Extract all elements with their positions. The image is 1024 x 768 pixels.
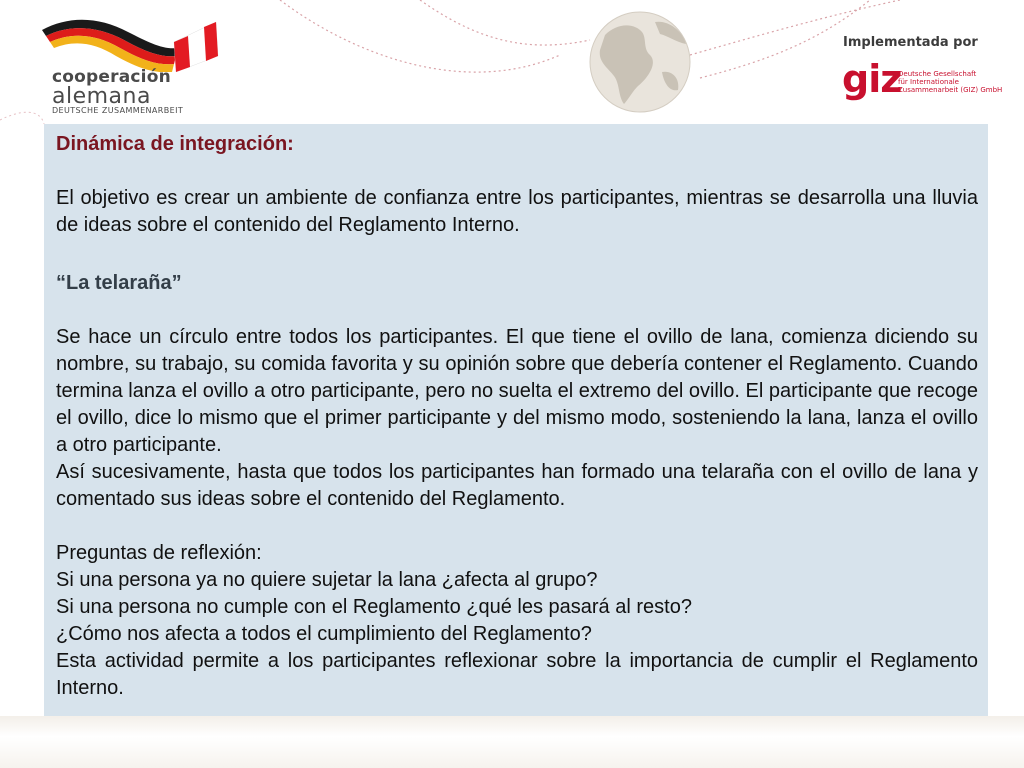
question-item: Si una persona no cumple con el Reglamento ¿qué les pasará al resto? bbox=[56, 596, 692, 618]
footer-band bbox=[0, 716, 1024, 768]
activity-description: Se hace un círculo entre todos los participantes. El que tiene el ovillo de lana, comienza diciendo su nombre, su trabajo, su comida favorita y su opinión sobre que debería contener el Reglamento. Cuando termina lanza el ovillo a otro participante, pero no suelta el extremo del ovillo. El participante que recoge el ovillo, dice lo mismo que el primer participante y del mismo modo, sosteniendo la lana, lanza el ovillo a otro participante. bbox=[56, 326, 978, 456]
content-body bbox=[56, 128, 978, 702]
section-heading: Dinámica de integración: bbox=[56, 133, 294, 155]
logo-line-deutsche: DEUTSCHE ZUSAMMENARBEIT bbox=[52, 106, 184, 115]
activity-continuation: Así sucesivamente, hasta que todos los participantes han formado una telaraña con el ovillo de lana y comentado sus ideas sobre el contenido del Reglamento. bbox=[56, 461, 978, 510]
logo-line-cooperacion: cooperación bbox=[52, 67, 171, 87]
intro-paragraph: El objetivo es crear un ambiente de confianza entre los participantes, mientras se desarrolla una lluvia de ideas sobre el contenido del Reglamento Interno. bbox=[56, 187, 978, 236]
cooperacion-alemana-logo bbox=[38, 12, 228, 117]
question-item: ¿Cómo nos afecta a todos el cumplimiento del Reglamento? bbox=[56, 623, 592, 645]
implementada-por-label: Implementada por bbox=[843, 35, 978, 50]
questions-title: Preguntas de reflexión: bbox=[56, 542, 262, 564]
activity-title: “La telaraña” bbox=[56, 272, 182, 294]
globe-icon bbox=[590, 12, 690, 112]
logo-line-alemana: alemana bbox=[52, 84, 151, 109]
flag-swoosh-icon bbox=[38, 12, 228, 72]
giz-logo-mark: giz bbox=[842, 57, 902, 101]
giz-logo-text: Deutsche Gesellschaft für Internationale Zusammenarbeit (GIZ) GmbH bbox=[898, 70, 1003, 94]
question-item: Si una persona ya no quiere sujetar la lana ¿afecta al grupo? bbox=[56, 569, 598, 591]
closing-paragraph: Esta actividad permite a los participantes reflexionar sobre la importancia de cumplir el Reglamento Interno. bbox=[56, 650, 978, 699]
